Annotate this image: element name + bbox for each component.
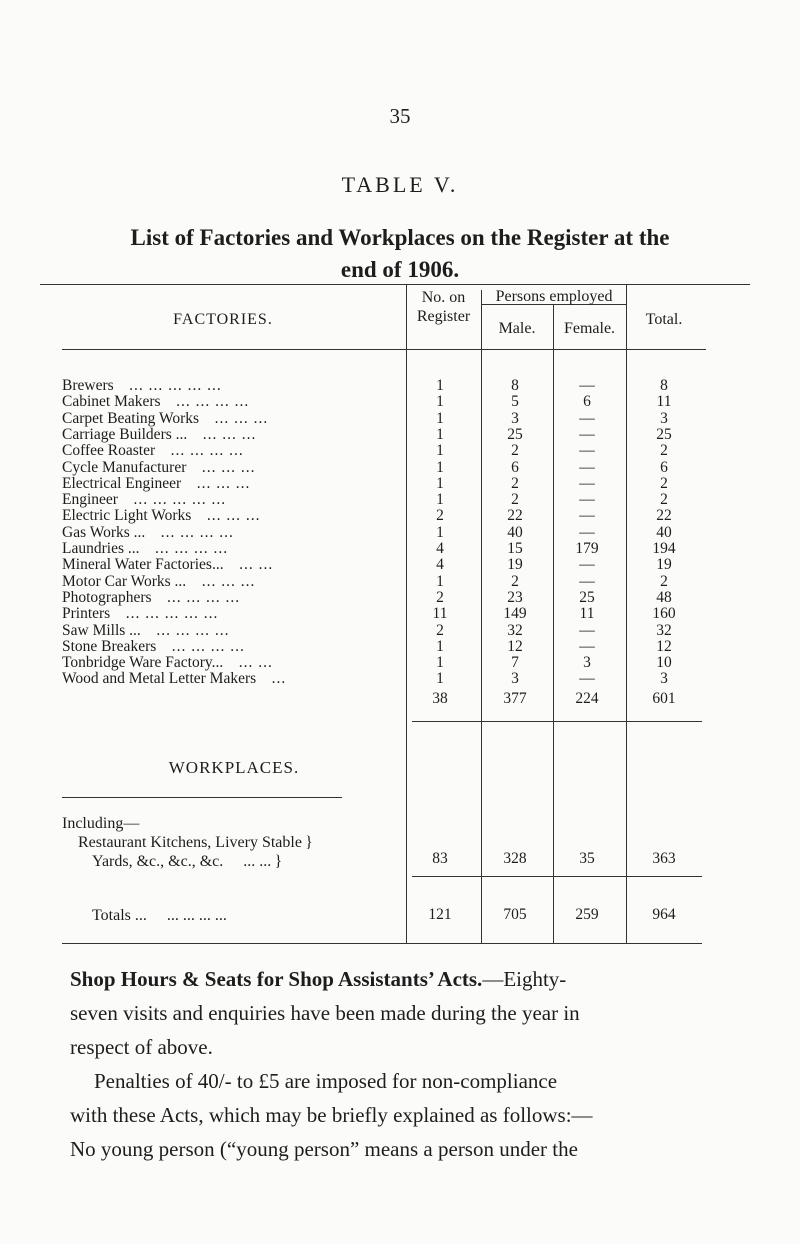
factory-row-label: Cycle Manufacturer ... ... ... [62,459,256,476]
factory-row-label: Laundries ... ... ... ... ... [62,540,229,557]
factory-row-male: 3 [511,410,519,427]
factory-row-female: — [579,573,595,590]
factory-row-register: 1 [436,442,444,459]
factory-row-label: Tonbridge Ware Factory... ... ... [62,654,273,671]
factory-row-label: Carpet Beating Works ... ... ... [62,410,269,427]
header-factories: FACTORIES. [173,311,273,328]
factory-row-register: 4 [436,540,444,557]
factory-row-female: 11 [579,605,595,622]
workplaces-heading: WORKPLACES. [168,758,300,777]
grand-total-female: 259 [575,906,599,923]
factory-row-total: 8 [660,377,668,394]
factory-row-female: — [579,459,595,476]
factory-row-female: — [579,491,595,508]
factory-row-total: 2 [660,573,668,590]
factory-row-register: 2 [436,507,444,524]
factory-row-label: Photographers ... ... ... ... [62,589,241,606]
grand-total-total: 964 [652,906,676,923]
factory-row-male: 23 [507,589,523,606]
para1-line3: respect of above. [70,1035,213,1059]
factory-row-male: 19 [507,556,523,573]
factory-row-register: 11 [432,605,448,622]
factory-row-total: 3 [660,410,668,427]
factory-row-total: 40 [656,524,672,541]
factory-row-label: Engineer ... ... ... ... ... [62,491,227,508]
factory-row-total: 2 [660,442,668,459]
factory-row-total: 3 [660,670,668,687]
factory-row-female: 3 [583,654,591,671]
factory-row-female: — [579,426,595,443]
subtitle-line-2: end of 1906. [340,257,460,282]
header-male: Male. [498,320,536,337]
factory-row-total: 10 [656,654,672,671]
factory-row-label: Wood and Metal Letter Makers ... [62,670,287,687]
factory-row-male: 3 [511,670,519,687]
workplaces-including: Including— [62,815,140,832]
subtitle-line-1: List of Factories and Workplaces on the Register at the [130,225,670,250]
factory-row-register: 4 [436,556,444,573]
factory-row-male: 15 [507,540,523,557]
factory-row-label: Coffee Roaster ... ... ... ... [62,442,244,459]
factory-row-register: 1 [436,638,444,655]
workplaces-line-1: Restaurant Kitchens, Livery Stable } [78,834,313,851]
header-total: Total. [645,311,683,328]
workplaces-total: 363 [652,850,676,867]
factory-row-total: 22 [656,507,672,524]
factory-row-male: 22 [507,507,523,524]
header-register: No. on Register [416,289,471,325]
grand-total-male: 705 [503,906,527,923]
section-divider-rule [62,797,342,798]
factory-row-male: 2 [511,475,519,492]
factory-row-male: 25 [507,426,523,443]
factory-row-label: Saw Mills ... ... ... ... ... [62,622,230,639]
factory-row-male: 2 [511,491,519,508]
factory-row-total: 194 [652,540,676,557]
factory-row-male: 5 [511,393,519,410]
factory-row-female: — [579,638,595,655]
factory-row-total: 12 [656,638,672,655]
factory-row-label: Brewers ... ... ... ... ... [62,377,222,394]
factory-row-label: Mineral Water Factories... ... ... [62,556,274,573]
factory-row-label: Carriage Builders ... ... ... ... [62,426,257,443]
penalties-paragraph [70,1064,730,1166]
factory-row-female: 6 [583,393,591,410]
factory-row-male: 6 [511,459,519,476]
factory-row-female: — [579,670,595,687]
factory-row-register: 2 [436,622,444,639]
factory-row-label: Gas Works ... ... ... ... ... [62,524,234,541]
factory-row-total: 11 [656,393,672,410]
grand-total-register: 121 [428,906,452,923]
para2-line3: No young person (“young person” means a person under the [70,1137,578,1161]
para2-line2: with these Acts, which may be briefly explained as follows:— [70,1103,593,1127]
factory-row-male: 8 [511,377,519,394]
factory-row-label: Printers ... ... ... ... ... [62,605,219,622]
factory-row-female: — [579,442,595,459]
factory-row-label: Stone Breakers ... ... ... ... [62,638,245,655]
workplaces-line-2: Yards, &c., &c., &c. ... ... } [92,853,283,870]
factory-row-female: — [579,410,595,427]
factory-row-male: 32 [507,622,523,639]
factory-total-male: 377 [503,690,527,707]
para1-line1: Shop Hours & Seats for Shop Assistants’ Acts.—Eighty- [70,967,567,991]
factory-row-register: 1 [436,654,444,671]
table-title: TABLE V. [341,172,459,197]
factory-row-total: 2 [660,491,668,508]
para2-line1: Penalties of 40/- to £5 are imposed for non-compliance [94,1069,558,1093]
factory-row-register: 1 [436,393,444,410]
factory-row-total: 6 [660,459,668,476]
header-female: Female. [563,320,616,337]
factory-row-label: Electrical Engineer ... ... ... [62,475,251,492]
factory-row-male: 149 [503,605,527,622]
workplaces-female: 35 [579,850,595,867]
workplaces-register: 83 [432,850,448,867]
factory-row-register: 1 [436,426,444,443]
factory-row-label: Motor Car Works ... ... ... ... [62,573,256,590]
factory-row-register: 1 [436,459,444,476]
table-top-rule [40,284,750,285]
factory-row-register: 1 [436,670,444,687]
factory-row-total: 25 [656,426,672,443]
header-bottom-rule [62,349,406,350]
factory-row-female: 179 [575,540,599,557]
shop-hours-paragraph [70,962,730,1064]
header-persons-employed: Persons employed [495,288,613,305]
factory-row-register: 1 [436,573,444,590]
factory-row-male: 2 [511,573,519,590]
factory-row-label: Electric Light Works ... ... ... [62,507,261,524]
totals-bottom-rule [62,943,702,944]
factory-row-register: 1 [436,410,444,427]
factory-total-female: 224 [575,690,599,707]
factory-row-female: — [579,475,595,492]
factory-row-male: 7 [511,654,519,671]
workplaces-male: 328 [503,850,527,867]
factory-row-female: — [579,524,595,541]
factory-row-female: — [579,377,595,394]
page-number: 35 [389,104,411,128]
factory-row-female: — [579,507,595,524]
factory-row-total: 2 [660,475,668,492]
factory-row-total: 32 [656,622,672,639]
para1-line2: seven visits and enquiries have been made during the year in [70,1001,580,1025]
factory-row-label: Cabinet Makers ... ... ... ... [62,393,250,410]
factory-total-total: 601 [652,690,676,707]
factory-row-total: 48 [656,589,672,606]
workplace-sum-rule [412,876,702,877]
factory-row-register: 2 [436,589,444,606]
factory-row-register: 1 [436,377,444,394]
totals-label: Totals ... ... ... ... ... [92,907,227,924]
factory-row-total: 19 [656,556,672,573]
factory-row-register: 1 [436,524,444,541]
factory-row-male: 40 [507,524,523,541]
factory-row-female: 25 [579,589,595,606]
header-bottom-rule-cols [406,349,706,350]
factory-row-male: 2 [511,442,519,459]
factory-row-register: 1 [436,475,444,492]
factory-row-total: 160 [652,605,676,622]
factory-row-female: — [579,622,595,639]
factory-row-register: 1 [436,491,444,508]
col-divider-register [406,284,407,944]
factory-sum-rule [412,721,702,722]
factory-total-register: 38 [432,690,448,707]
factory-row-female: — [579,556,595,573]
factory-row-male: 12 [507,638,523,655]
